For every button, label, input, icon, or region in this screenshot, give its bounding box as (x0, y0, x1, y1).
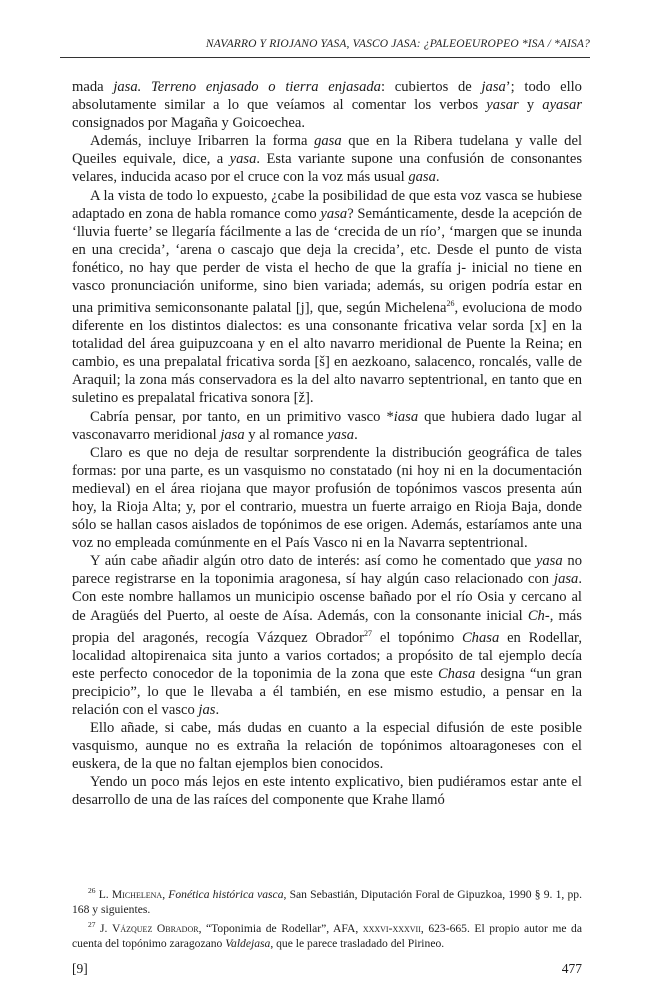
italic-span: gasa (314, 133, 342, 150)
text-span: , San Sebastián, Diputación Foral de Gipuzkoa, 1990 § 9. 1, pp. 168 y siguientes. (72, 887, 583, 916)
paragraph (72, 552, 582, 719)
paragraph (72, 408, 582, 444)
footnote-ref: 26 (446, 299, 455, 309)
text-span: A la vista de todo lo expuesto, ¿cabe la posibilidad de que esta voz vasca se hubiese adaptado en zona de habla romance como (72, 187, 582, 222)
text-span: , “Toponimia de Rodellar”, AFA, (198, 921, 363, 935)
paragraph (72, 773, 582, 809)
italic-span: Chasa (437, 665, 476, 682)
text-span: , que le parece trasladado del Pirineo. (270, 936, 445, 950)
text-span: mada (72, 79, 114, 95)
text-span: . (215, 701, 220, 718)
italic-span: Chasa (461, 629, 500, 646)
text-span: Yendo un poco más lejos en este intento explicativo, bien pudiéramos estar ante el desarrollo de una de las raíces del componente que Krahe llamó (72, 774, 582, 809)
text-span: designa “un gran precipicio”, lo que le llevaba a él también, en ese mismo estudio, a pensar en la relación con el vasco (72, 665, 583, 718)
text-span: ’; todo ello absolutamente similar a lo que veíamos al comentar los verbos (72, 79, 582, 114)
footnote-ref: 27 (88, 919, 96, 929)
page-number: 477 (561, 961, 582, 976)
footnote (72, 883, 582, 917)
author-name: Michelena (111, 887, 163, 901)
text-span: J. (95, 921, 112, 935)
paragraph (72, 187, 582, 408)
italic-span: jasa (554, 571, 579, 588)
text-span: ? Semánticamente, desde la acepción de ‘lluvia fuerte’ se llegaría fácilmente a las de ‘crecida de un río’, ‘margen que se inunda en una crecida’, ‘arena o cascajo que deja la crecida’, etc. Desde el punto de vista fonético, no hay que perder de vista el hecho de que la grafía j- inicial no tiene en vasco pronunciación uniforme, sino bien variada; además, su origen podría estar en una primitiva semiconsonante palatal [j], que, según Michelena (72, 205, 582, 316)
text-span: Cabría pensar, por tanto, en un primitivo vasco * (90, 408, 394, 425)
paragraph (72, 444, 582, 553)
text-span: Ello añade, si cabe, más dudas en cuanto a la especial difusión de este posible vasquismo, aunque no es extraña la relación de topónimos altoaragoneses con el euskera, de la que no faltan ejemplos bien conocidos. (72, 720, 582, 773)
text-span: consignados por Magaña y Goicoechea. (72, 115, 306, 132)
italic-span: yasar (486, 97, 519, 114)
italic-span: jas (198, 701, 216, 718)
main-text (72, 78, 582, 809)
footnote-ref: 26 (88, 886, 96, 895)
italic-span: jasa (481, 79, 506, 95)
text-span: : cubiertos de (380, 79, 482, 95)
italic-span: yasa (327, 426, 355, 443)
italic-span: yasa (535, 553, 563, 570)
italic-span: iasa (393, 408, 419, 425)
text-span: . Con este nombre hallamos un municipio oscense bañado por el río Osia y cercano al de Aragüés del Puerto, al oeste de Aísa. Además, con la consonante inicial (72, 571, 582, 624)
text-span: el topónimo (372, 629, 462, 646)
paragraph (72, 719, 582, 773)
footnote (72, 917, 582, 951)
text-span: Claro es que no deja de resultar sorprendente la distribución geográfica de tales formas: por una parte, es un vasquismo no constatado (ni hoy ni en la documentación medieval) en el área riojana que mayor profusión de topónimos vascos presenta aún hoy, la Rioja Alta; y, por el contrario, muestra un fuerte arraigo en Rioja Baja, donde sólo se hallan casos aislados de topónimos de ese origen. Además, estaríamos ante una voz no empleada comúnmente en el País Vasco ni en la Navarra septentrional. (72, 444, 582, 552)
footnote-ref: 27 (364, 628, 373, 638)
header-rule (60, 57, 590, 58)
paragraph (72, 78, 582, 132)
text-span: en Rodellar, localidad altopirenaica sita junto a varios cortados; a propósito de tal ejemplo decía este perfecto conocedor de la toponimia de la zona que este (72, 629, 582, 682)
text-span: , 623-665. El propio autor me da cuenta del topónimo zaragozano (72, 921, 582, 950)
text-span: Además, incluye Iribarren la forma (90, 133, 315, 150)
text-span: no parece registrarse en la toponimia aragonesa, sí hay algún caso relacionado con (72, 553, 582, 588)
folio-left: [9] (72, 961, 88, 976)
italic-span: gasa (408, 169, 436, 186)
author-name: Vázquez Obrador (111, 921, 199, 935)
author-name: xxxvi-xxxvii (362, 921, 421, 935)
paragraph (72, 132, 582, 186)
italic-span: yasa (320, 205, 348, 222)
text-span: que hubiera dado lugar al vasconavarro meridional (72, 408, 582, 443)
italic-span: ayasar (542, 97, 582, 114)
running-header: NAVARRO Y RIOJANO YASA, VASCO JASA: ¿PALEOEUROPEO *ISA / *AISA? (205, 38, 590, 50)
text-span: . (435, 169, 440, 186)
text-span: L. (95, 887, 112, 901)
italic-span: jasa. Terreno enjasado o tierra enjasada (113, 79, 381, 95)
italic-span: yasa (229, 151, 257, 168)
text-span: y (518, 97, 543, 114)
italic-span: Ch- (527, 607, 550, 624)
text-span: . (354, 426, 358, 443)
text-span: . Esta variante supone una confusión de consonantes velares, inducida acaso por el cruce con la voz más usual (72, 151, 582, 186)
italic-span: Valdejasa (225, 936, 271, 950)
text-span: , más propia del aragonés, recogía Vázquez Obrador (72, 607, 582, 646)
italic-span: Fonética histórica vasca (168, 887, 284, 901)
text-span: , evoluciona de modo diferente en los distintos dialectos: es una consonante fricativa velar sorda [x] en la totalidad del área guipuzcoana y en el alto navarro meridional de Puente la Reina; en cambio, es una prepalatal fricativa sorda [š] en aezkoano, salacenco, roncalés, valle de Araquil; la zona más conservadora es la del alto navarro septentrional, en tanto que en suletino es prepalatal fricativa sonora [ž]. (72, 299, 582, 407)
italic-span: jasa (220, 426, 245, 443)
text-span: que en la Ribera tudelana y valle del Queiles equivale, dice, a (72, 133, 583, 168)
text-span: , (162, 887, 169, 901)
text-span: y al romance (244, 426, 328, 443)
footnotes (72, 883, 582, 951)
text-span: Y aún cabe añadir algún otro dato de interés: así como he comentado que (90, 553, 536, 570)
